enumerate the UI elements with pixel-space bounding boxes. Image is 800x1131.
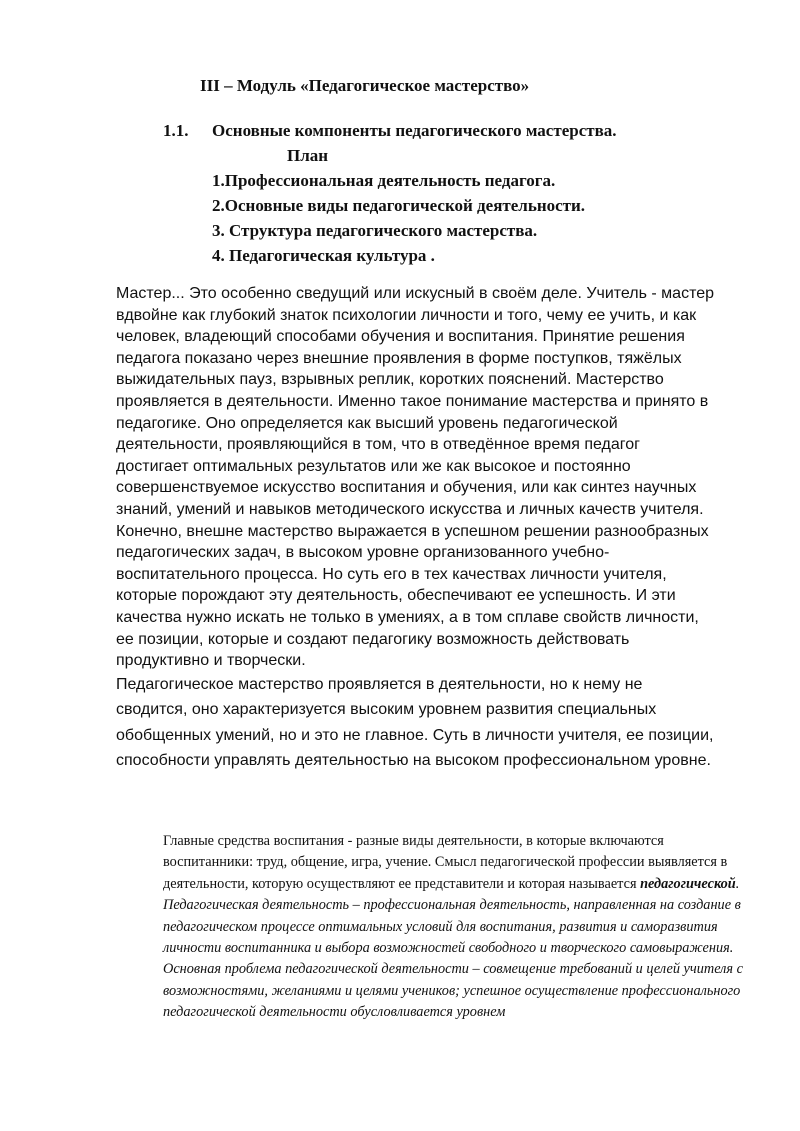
definition-paragraph <box>163 831 748 1024</box>
plan-item: 2.Основные виды педагогической деятельности. <box>212 196 586 215</box>
definition-intro: Главные средства воспитания - разные виды деятельности, в которые включаются воспитанники: труд, общение, игра, учение. Смысл педагогической профессии выявляется в деятельности, которую осуществляют ее представители и которая называется <box>163 833 728 892</box>
plan-list <box>212 171 585 271</box>
plan-item: 3. Структура педагогического мастерства. <box>212 221 538 240</box>
plan-heading: План <box>287 146 329 165</box>
definition-term: педагогической <box>640 875 736 892</box>
section-title: Основные компоненты педагогического мастерства. <box>212 121 617 140</box>
definition-italic-text: Педагогическая деятельность – профессиональная деятельность, направленная на создание в педагогическом процессе оптимальных условий для воспитания, развития и саморазвития личности воспитанника и выбора возможностей свободного и творческого самовыражения. Основная проблема педагогической деятельности – совмещение требований и целей учителя с возможностями, желаниями и целями учеников; успешное осуществление профессионального педагогической деятельности обусловливается уровнем <box>163 897 743 1021</box>
body-paragraph: Конечно, внешне мастерство выражается в успешном решении разнообразных педагогических задач, в высоком уровне организованного учебно-воспитательного процесса. Но суть его в тех качествах личности учителя, которые порождают эту деятельность, обеспечивают ее успешность. И эти качества нужно искать не только в умениях, а в том сплаве свойств личности, ее позиции, которые и создают педагогику возможность действовать продуктивно и творчески. <box>116 522 709 670</box>
plan-item: 4. Педагогическая культура . <box>212 246 435 265</box>
definition-block <box>163 831 748 1024</box>
body-paragraph: Педагогическое мастерство проявляется в деятельности, но к нему не сводится, оно характеризуется высоким уровнем развития специальных обобщенных умений, но и это не главное. Суть в личности учителя, ее позиции, способности управлять деятельностью на высоком профессиональном уровне. <box>116 675 714 770</box>
definition-dot: . <box>735 875 740 892</box>
plan-item: 1.Профессиональная деятельность педагога. <box>212 171 556 190</box>
section-number: 1.1. <box>163 121 189 140</box>
main-body <box>116 283 716 774</box>
body-paragraph: Мастер... Это особенно сведущий или искусный в своём деле. Учитель - мастер вдвойне как глубокий знаток психологии личности и того, чему ее учить, и как человек, владеющий способами обучения и воспитания. Принятие решения педагога показано через внешние проявления в форме поступков, тяжёлых выжидательных пауз, взрывных реплик, коротких пояснений. Мастерство проявляется в деятельности. Именно такое понимание мастерства и принято в педагогике. Оно определяется как высший уровень педагогической деятельности, проявляющийся в том, что в отведённое время педагог достигает оптимальных результатов или же как высокое и постоянно совершенствуемое искусство воспитания и обучения, или как синтез научных знаний, умений и навыков методического искусства и личных качеств учителя. <box>116 285 715 518</box>
module-title: III – Модуль «Педагогическое мастерство» <box>200 76 530 95</box>
